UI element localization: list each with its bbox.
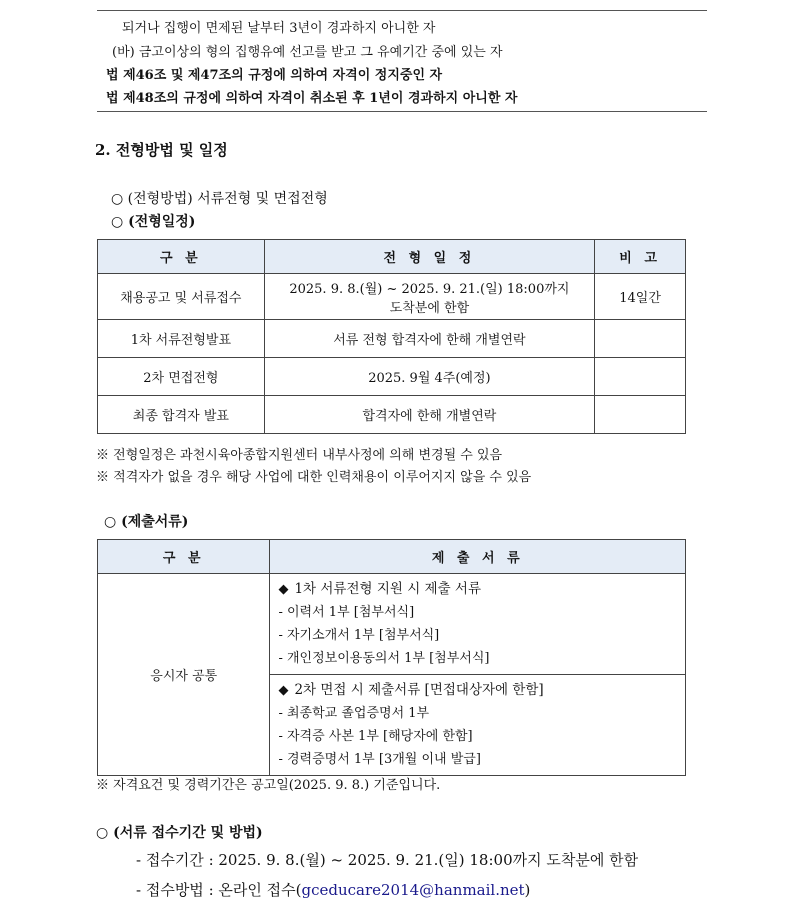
header-schedule: 전 형 일 정: [264, 240, 594, 274]
disqualification-line-4: 법 제48조의 규정에 의하여 자격이 취소된 후 1년이 경과하지 아니한 자: [106, 91, 518, 106]
method-line: ○ (전형방법) 서류전형 및 면접전형: [111, 191, 328, 207]
group-1-title: [278, 578, 685, 601]
submission-method-label: - 접수방법 : 온라인 접수(: [136, 881, 302, 899]
row-schedule-line2: 도착분에 한함: [389, 300, 470, 316]
row-category: 채용공고 및 서류접수: [98, 274, 265, 320]
documents-table-header: [98, 540, 686, 574]
row-note: [595, 320, 686, 358]
table-row: [98, 396, 686, 434]
list-item: - 이력서 1부 [첨부서식]: [278, 605, 415, 620]
row-note: [595, 396, 686, 434]
table-row: [98, 574, 686, 675]
schedule-table: [97, 239, 686, 434]
row-note: 14일간: [595, 274, 686, 320]
list-item: - 경력증명서 1부 [3개월 이내 발급]: [278, 752, 481, 767]
table-row: [98, 358, 686, 396]
section-2-title: 2. 전형방법 및 일정: [95, 141, 228, 159]
row-note: [595, 358, 686, 396]
row-schedule-line1: 2025. 9. 8.(월) ~ 2025. 9. 21.(일) 18:00까지: [289, 281, 570, 297]
disqualification-line-2: (바) 금고이상의 형의 집행유예 선고를 받고 그 유예기간 중에 있는 자: [112, 45, 503, 60]
row-category: 최종 합격자 발표: [98, 396, 265, 434]
applicant-common-cell: 응시자 공통: [98, 574, 270, 776]
note-2: ※ 적격자가 없을 경우 해당 사업에 대한 인력채용이 이루어지지 않을 수 있음: [96, 470, 532, 485]
schedule-table-header: [98, 240, 686, 274]
list-item: - 최종학교 졸업증명서 1부: [278, 706, 430, 721]
header-category: 구 분: [98, 540, 270, 574]
top-rule: [97, 10, 707, 11]
table-row: [98, 320, 686, 358]
row-schedule: [264, 274, 594, 320]
row-schedule: 합격자에 한해 개별연락: [264, 396, 594, 434]
list-item: - 개인정보이용동의서 1부 [첨부서식]: [278, 651, 490, 666]
table-row: [98, 274, 686, 320]
row-schedule: 서류 전형 합격자에 한해 개별연락: [264, 320, 594, 358]
group-1-title-text: 1차 서류전형 지원 시 제출 서류: [294, 581, 482, 597]
submission-period: - 접수기간 : 2025. 9. 8.(월) ~ 2025. 9. 21.(일) 18:00까지 도착분에 한함: [136, 851, 639, 869]
row-category: 2차 면접전형: [98, 358, 265, 396]
note-1: ※ 전형일정은 과천시육아종합지원센터 내부사정에 의해 변경될 수 있음: [96, 448, 503, 463]
disqualification-line-3: 법 제46조 및 제47조의 규정에 의하여 자격이 정지중인 자: [106, 68, 443, 83]
diamond-bullet-icon: ◆: [278, 582, 289, 597]
documents-heading: ○ (제출서류): [104, 514, 189, 530]
submission-method-close: ): [524, 881, 531, 899]
row-schedule: 2025. 9월 4주(예정): [264, 358, 594, 396]
group-2-title: [278, 679, 685, 702]
row-category: 1차 서류전형발표: [98, 320, 265, 358]
submission-heading: ○ (서류 접수기간 및 방법): [96, 825, 263, 841]
submission-method: [136, 879, 530, 900]
documents-table: [97, 539, 686, 776]
group-2-cell: [270, 675, 686, 776]
list-item: - 자기소개서 1부 [첨부서식]: [278, 628, 440, 643]
group-1-cell: [270, 574, 686, 675]
list-item: - 자격증 사본 1부 [해당자에 한함]: [278, 729, 473, 744]
header-documents: 제 출 서 류: [270, 540, 686, 574]
header-category: 구 분: [98, 240, 265, 274]
email-link[interactable]: gceducare2014@hanmail.net: [301, 881, 525, 899]
header-note: 비 고: [595, 240, 686, 274]
disqualification-line-1: 되거나 집행이 면제된 날부터 3년이 경과하지 아니한 자: [122, 21, 436, 36]
documents-note: ※ 자격요건 및 경력기간은 공고일(2025. 9. 8.) 기준입니다.: [96, 778, 441, 793]
group-2-title-text: 2차 면접 시 제출서류 [면접대상자에 한함]: [294, 682, 544, 698]
bottom-rule: [97, 111, 707, 112]
diamond-bullet-icon: ◆: [278, 683, 289, 698]
schedule-heading: ○ (전형일정): [111, 214, 196, 230]
